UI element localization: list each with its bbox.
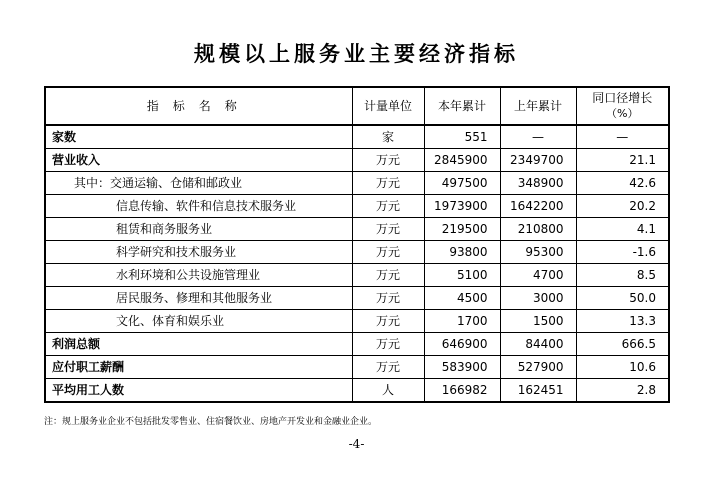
unit-cell: 万元 xyxy=(352,195,424,218)
indicator-name: 家数 xyxy=(45,125,352,149)
current-year-value: 497500 xyxy=(424,172,500,195)
previous-year-value: 1500 xyxy=(500,310,576,333)
growth-value: 21.1 xyxy=(576,149,669,172)
growth-value: 4.1 xyxy=(576,218,669,241)
table-row xyxy=(45,241,669,264)
unit-cell: 万元 xyxy=(352,310,424,333)
indicator-name: 文化、体育和娱乐业 xyxy=(45,310,352,333)
header-previous-year: 上年累计 xyxy=(500,87,576,125)
growth-value: 20.2 xyxy=(576,195,669,218)
current-year-value: 219500 xyxy=(424,218,500,241)
growth-value: 42.6 xyxy=(576,172,669,195)
table-row xyxy=(45,172,669,195)
indicator-name: 水利环境和公共设施管理业 xyxy=(45,264,352,287)
indicator-name: 居民服务、修理和其他服务业 xyxy=(45,287,352,310)
unit-cell: 家 xyxy=(352,125,424,149)
growth-value: — xyxy=(576,125,669,149)
header-growth xyxy=(576,87,669,125)
current-year-value: 646900 xyxy=(424,333,500,356)
previous-year-value: 527900 xyxy=(500,356,576,379)
unit-cell: 万元 xyxy=(352,172,424,195)
table-header-row xyxy=(45,87,669,125)
previous-year-value: 4700 xyxy=(500,264,576,287)
table-row xyxy=(45,379,669,403)
previous-year-value: 348900 xyxy=(500,172,576,195)
unit-cell: 万元 xyxy=(352,149,424,172)
previous-year-value: 162451 xyxy=(500,379,576,403)
table-row xyxy=(45,333,669,356)
current-year-value: 166982 xyxy=(424,379,500,403)
page-title: 规模以上服务业主要经济指标 xyxy=(194,42,519,66)
current-year-value: 2845900 xyxy=(424,149,500,172)
unit-cell: 万元 xyxy=(352,333,424,356)
table-row xyxy=(45,125,669,149)
unit-cell: 万元 xyxy=(352,287,424,310)
growth-value: 8.5 xyxy=(576,264,669,287)
indicator-name: 营业收入 xyxy=(45,149,352,172)
growth-value: 666.5 xyxy=(576,333,669,356)
current-year-value: 551 xyxy=(424,125,500,149)
unit-cell: 万元 xyxy=(352,356,424,379)
indicator-table xyxy=(44,86,670,403)
indicator-name: 应付职工薪酬 xyxy=(45,356,352,379)
current-year-value: 93800 xyxy=(424,241,500,264)
previous-year-value: 84400 xyxy=(500,333,576,356)
table-row xyxy=(45,310,669,333)
table-row xyxy=(45,149,669,172)
indicator-name: 租赁和商务服务业 xyxy=(45,218,352,241)
header-indicator-name: 指标名称 xyxy=(45,87,352,125)
previous-year-value: 95300 xyxy=(500,241,576,264)
indicator-name: 平均用工人数 xyxy=(45,379,352,403)
current-year-value: 1973900 xyxy=(424,195,500,218)
growth-value: 2.8 xyxy=(576,379,669,403)
table-row xyxy=(45,218,669,241)
current-year-value: 4500 xyxy=(424,287,500,310)
indicator-name: 利润总额 xyxy=(45,333,352,356)
current-year-value: 583900 xyxy=(424,356,500,379)
footnote: 注：规上服务业企业不包括批发零售业、住宿餐饮业、房地产开发业和金融业企业。 xyxy=(44,417,378,427)
current-year-value: 1700 xyxy=(424,310,500,333)
previous-year-value: — xyxy=(500,125,576,149)
previous-year-value: 2349700 xyxy=(500,149,576,172)
header-current-year: 本年累计 xyxy=(424,87,500,125)
header-growth-unit: （%） xyxy=(606,107,639,120)
table-row xyxy=(45,287,669,310)
indicator-name: 科学研究和技术服务业 xyxy=(45,241,352,264)
unit-cell: 万元 xyxy=(352,241,424,264)
unit-cell: 万元 xyxy=(352,264,424,287)
header-growth-label: 同口径增长 xyxy=(592,91,653,105)
previous-year-value: 1642200 xyxy=(500,195,576,218)
growth-value: 13.3 xyxy=(576,310,669,333)
previous-year-value: 210800 xyxy=(500,218,576,241)
header-unit: 计量单位 xyxy=(352,87,424,125)
previous-year-value: 3000 xyxy=(500,287,576,310)
table-row xyxy=(45,195,669,218)
page-number: -4- xyxy=(348,437,365,451)
current-year-value: 5100 xyxy=(424,264,500,287)
indicator-name: 信息传输、软件和信息技术服务业 xyxy=(45,195,352,218)
unit-cell: 人 xyxy=(352,379,424,403)
growth-value: 50.0 xyxy=(576,287,669,310)
unit-cell: 万元 xyxy=(352,218,424,241)
growth-value: -1.6 xyxy=(576,241,669,264)
table-row xyxy=(45,356,669,379)
table-row xyxy=(45,264,669,287)
growth-value: 10.6 xyxy=(576,356,669,379)
indicator-name: 其中：交通运输、仓储和邮政业 xyxy=(45,172,352,195)
